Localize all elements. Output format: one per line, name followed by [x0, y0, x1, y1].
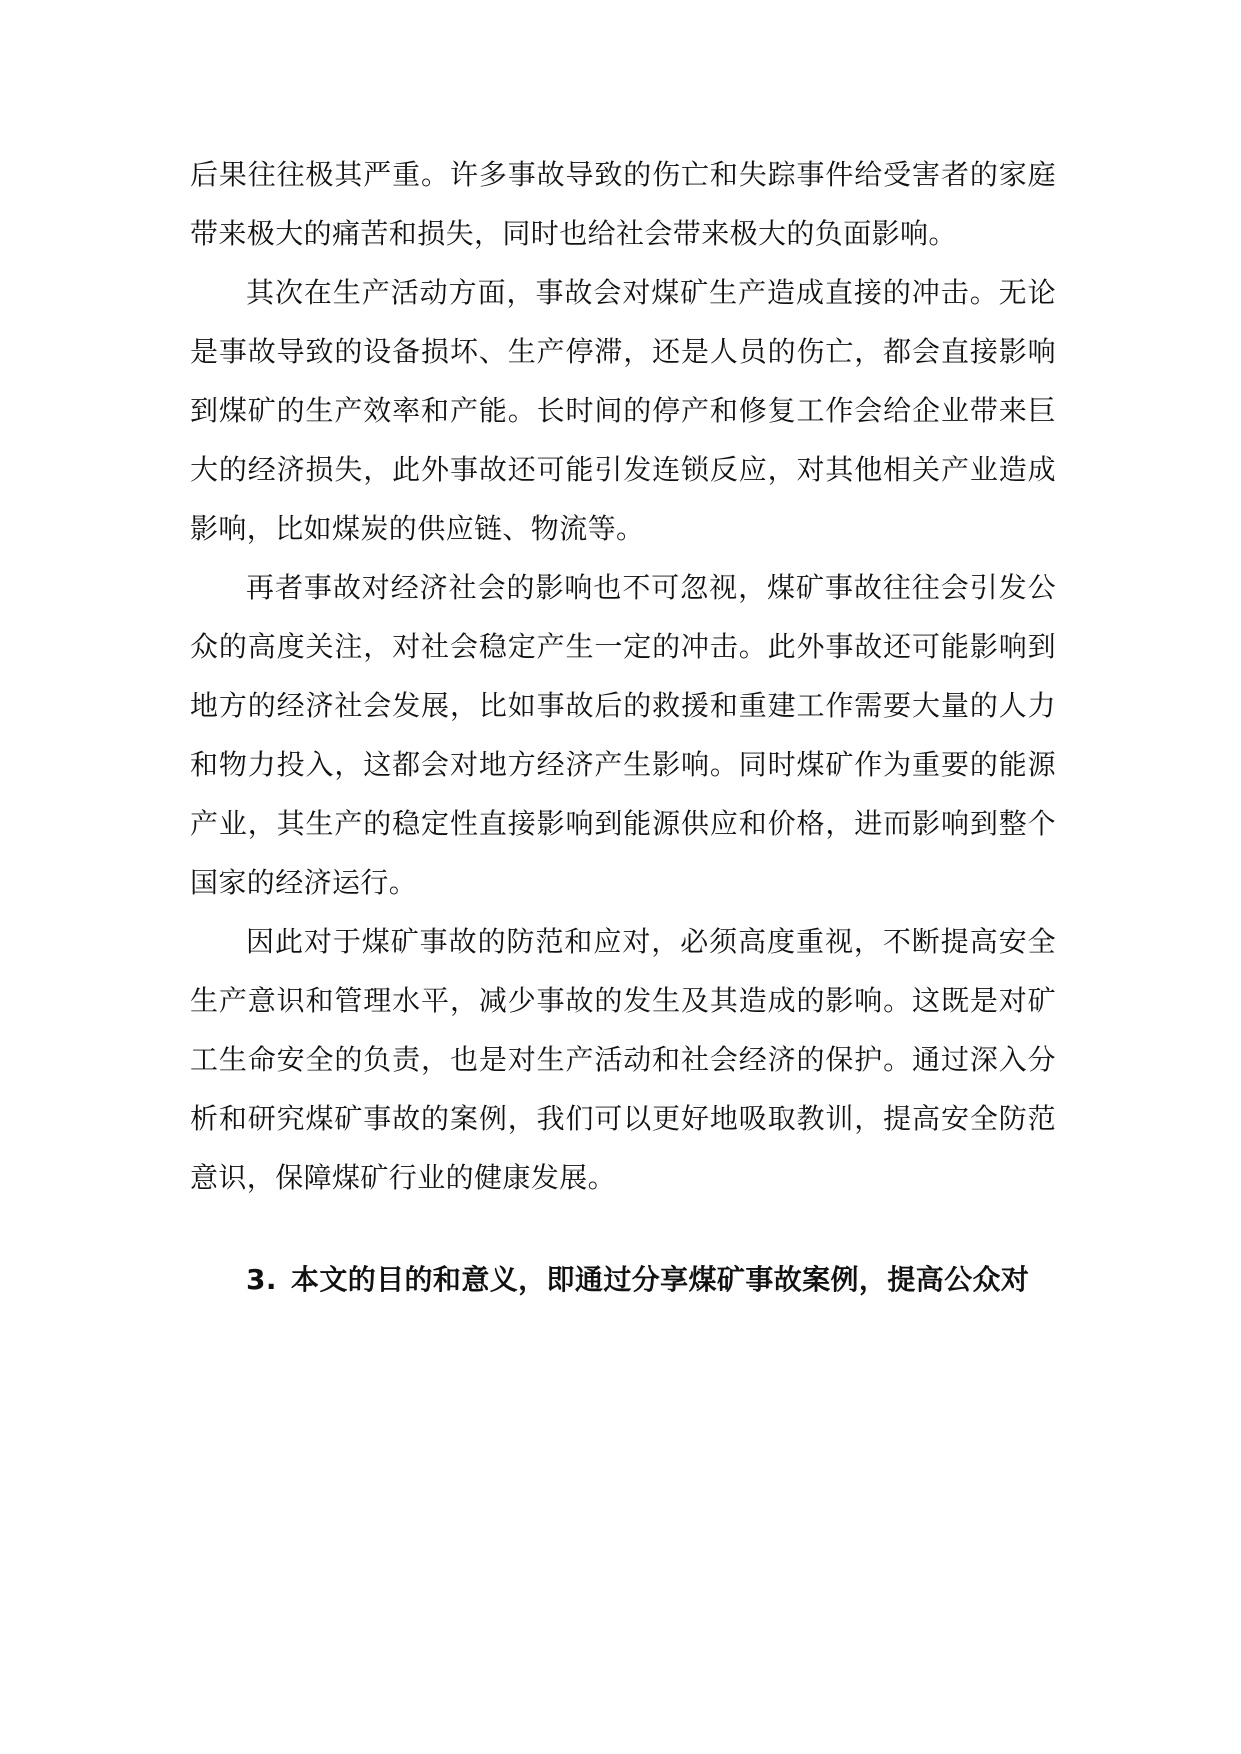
document-body [190, 145, 1056, 1300]
paragraph-production-impact: 其次在生产活动方面，事故会对煤矿生产造成直接的冲击。无论是事故导致的设备损坏、生产停滞，还是人员的伤亡，都会直接影响到煤矿的生产效率和产能。长时间的停产和修复工作会给企业带来巨大的经济损失，此外事故还可能引发连锁反应，对其他相关产业造成影响，比如煤炭的供应链、物流等。 [190, 276, 1056, 545]
paragraph-consequences: 后果往往极其严重。许多事故导致的伤亡和失踪事件给受害者的家庭带来极大的痛苦和损失，同时也给社会带来极大的负面影响。 [190, 158, 1056, 250]
paragraph-economic-impact: 再者事故对经济社会的影响也不可忽视，煤矿事故往往会引发公众的高度关注，对社会稳定产生一定的冲击。此外事故还可能影响到地方的经济社会发展，比如事故后的救援和重建工作需要大量的人力和物力投入，这都会对地方经济产生影响。同时煤矿作为重要的能源产业，其生产的稳定性直接影响到能源供应和价格，进而影响到整个国家的经济运行。 [190, 571, 1056, 899]
paragraph-prevention: 因此对于煤矿事故的防范和应对，必须高度重视，不断提高安全生产意识和管理水平，减少事故的发生及其造成的影响。这既是对矿工生命安全的负责，也是对生产活动和社会经济的保护。通过深入分析和研究煤矿事故的案例，我们可以更好地吸取教训，提高安全防范意识，保障煤矿行业的健康发展。 [190, 925, 1056, 1194]
section-title: 本文的目的和意义，即通过分享煤矿事故案例，提高公众对 [290, 1263, 1030, 1296]
section-number: 3. [246, 1263, 277, 1296]
section-heading [190, 1260, 1056, 1300]
